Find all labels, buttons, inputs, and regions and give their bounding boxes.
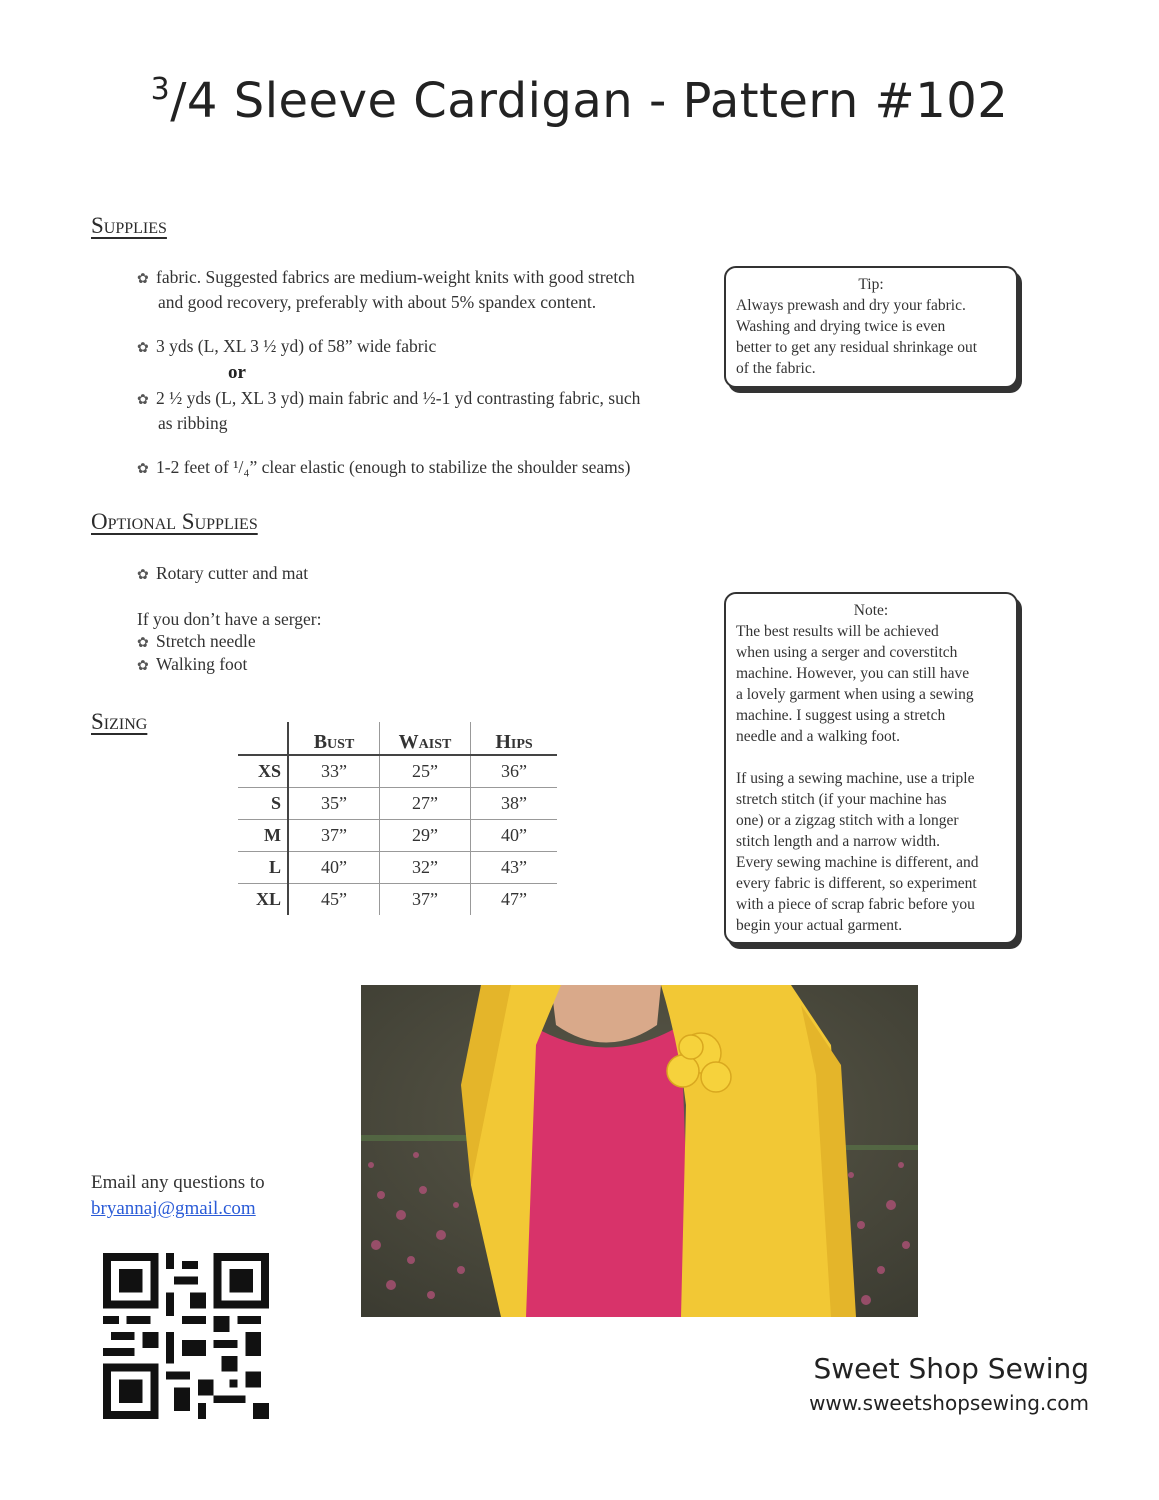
brand-url[interactable]: www.sweetshopsewing.com xyxy=(809,1391,1089,1415)
title-text: /4 Sleeve Cardigan - Pattern #102 xyxy=(170,73,1009,129)
size-label: M xyxy=(238,820,288,852)
tip-title: Tip: xyxy=(858,276,884,293)
flower-bullet-icon: ✿ xyxy=(137,568,149,583)
optional-item-needle: ✿ Stretch needle xyxy=(137,630,256,655)
sizing-table xyxy=(238,722,557,915)
table-row: XL 45” 37” 47” xyxy=(238,884,557,916)
cardigan-photo xyxy=(361,985,918,1317)
qr-code-icon xyxy=(103,1253,269,1419)
email-link[interactable]: bryannaj@gmail.com xyxy=(91,1198,256,1219)
table-row: M 37” 29” 40” xyxy=(238,820,557,852)
supplies-heading: Supplies xyxy=(91,213,167,238)
flower-bullet-icon: ✿ xyxy=(137,462,149,477)
supply-item-fabric: ✿ fabric. Suggested fabrics are medium-weight knits with good stretch and good recovery, preferably with about 5% spandex content. xyxy=(137,267,635,312)
flower-bullet-icon: ✿ xyxy=(137,272,149,287)
size-label: L xyxy=(238,852,288,884)
title-fraction-numerator: 3 xyxy=(150,72,171,107)
note-box: Note: The best results will be achieved when using a serger and coverstitch machine. However, you can still have a lovely garment when using a sewing machine. I suggest using a stretch needle and a walking foot. If using a sewing machine, use a triple stretch stitch (if your machine has one) or a zigzag stitch with a longer stitch length and a narrow width. Every sewing machine is different, and every fabric is different, so experiment with a piece of scrap fabric before you begin your actual garment. xyxy=(724,592,1018,944)
or-separator: or xyxy=(228,362,246,383)
table-row: XS 33” 25” 36” xyxy=(238,755,557,788)
flower-bullet-icon: ✿ xyxy=(137,636,149,651)
supply-item-contrast: ✿ 2 ½ yds (L, XL 3 yd) main fabric and ½-1 yd contrasting fabric, such as ribbing xyxy=(137,388,641,433)
optional-item-rotary: ✿ Rotary cutter and mat xyxy=(137,562,308,587)
serger-label: If you don’t have a serger: xyxy=(137,609,322,629)
brand-block xyxy=(809,1352,1089,1415)
sizing-heading: Sizing xyxy=(91,709,148,734)
supply-item-elastic: ✿ 1-2 feet of ¹/₄” clear elastic (enough to stabilize the shoulder seams) xyxy=(137,456,630,481)
page-title xyxy=(0,72,1159,129)
brand-name: Sweet Shop Sewing xyxy=(813,1352,1089,1385)
column-header-hips: Hips xyxy=(471,722,558,755)
qr-code[interactable] xyxy=(103,1253,269,1424)
flower-bullet-icon: ✿ xyxy=(137,341,149,356)
optional-item-foot: ✿ Walking foot xyxy=(137,653,247,678)
flower-bullet-icon: ✿ xyxy=(137,659,149,674)
size-label: S xyxy=(238,788,288,820)
column-header-bust: Bust xyxy=(288,722,380,755)
email-label: Email any questions to xyxy=(91,1172,265,1193)
size-label: XS xyxy=(238,755,288,788)
tip-box: Tip: Always prewash and dry your fabric. Washing and drying twice is even better to get any residual shrinkage out of the fabric. xyxy=(724,266,1018,388)
column-header-waist: Waist xyxy=(380,722,471,755)
flower-bullet-icon: ✿ xyxy=(137,393,149,408)
note-title: Note: xyxy=(853,602,889,619)
supply-item-yardage: ✿ 3 yds (L, XL 3 ½ yd) of 58” wide fabric xyxy=(137,335,436,360)
table-row: S 35” 27” 38” xyxy=(238,788,557,820)
cardigan-photo-illustration xyxy=(361,985,918,1317)
size-label: XL xyxy=(238,884,288,916)
optional-supplies-heading: Optional Supplies xyxy=(91,509,258,534)
table-row: L 40” 32” 43” xyxy=(238,852,557,884)
